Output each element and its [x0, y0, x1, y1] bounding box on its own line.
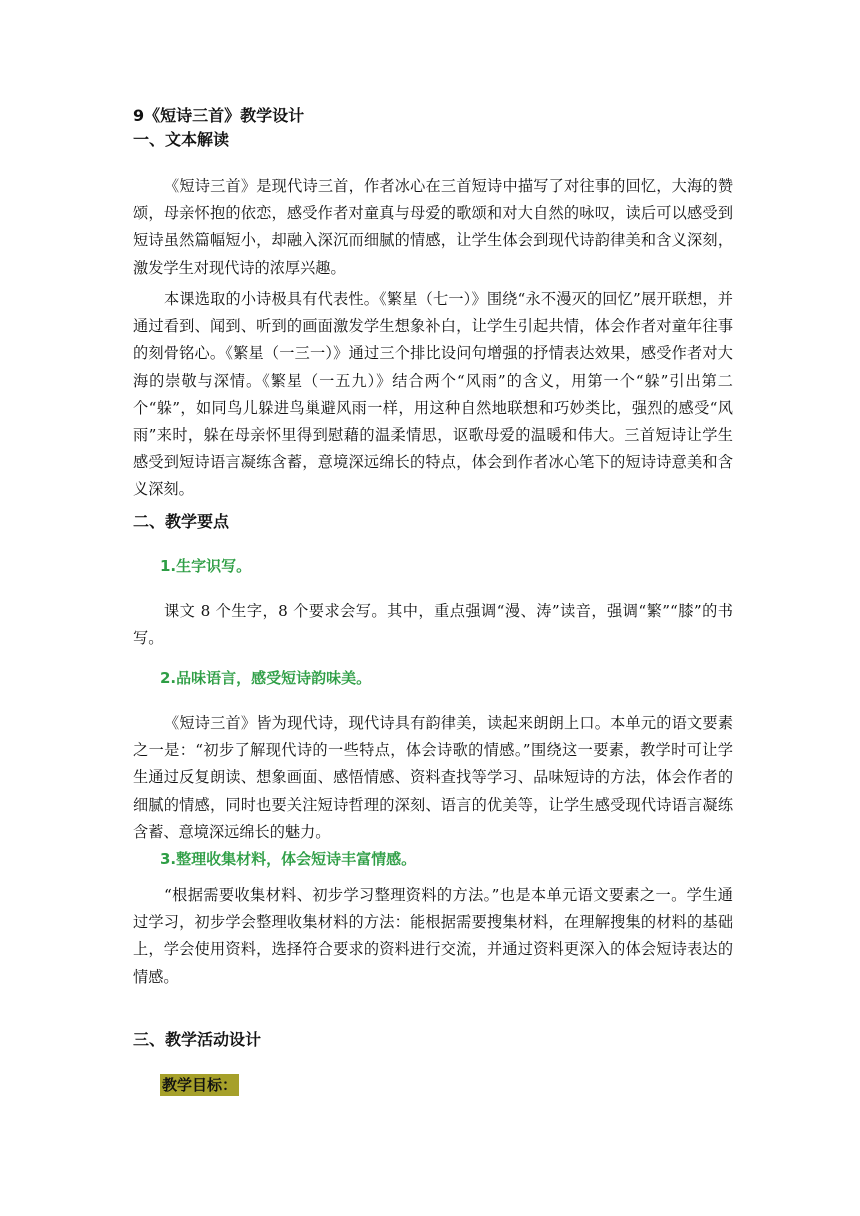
point-3-text: “根据需要收集材料、初步学习整理资料的方法。”也是本单元语文要素之一。学生通过学习，初步学会整理收集材料的方法：能根据需要搜集材料，在理解搜集的材料的基础上，学会使用资料，选择符合要求的资料进行交流，并通过资料更深入的体会短诗表达的情感。	[133, 886, 733, 986]
point-1-text: 课文 8 个生字，8 个要求会写。其中，重点强调“漫、涛”读音，强调“繁”“膝”的书写。	[133, 602, 733, 648]
document-title: 9《短诗三首》教学设计	[133, 106, 305, 125]
point-3-title: 3.整理收集材料，体会短诗丰富情感。	[160, 850, 417, 868]
point-1-title: 1.生字识写。	[160, 557, 252, 575]
paragraph-poem-analysis: 本课选取的小诗极具有代表性。《繁星（七一）》围绕“永不漫灭的回忆”展开联想，并通过看到、闻到、听到的画面激发学生想象补白，让学生引起共情，体会作者对童年往事的刻骨铭心。《繁星（一三一）》通过三个排比设问句增强的抒情表达效果，感受作者对大海的崇敬与深情。《繁星（一五九）》结合两个“风雨”的含义，用第一个“躲”引出第二个“躲”，如同鸟儿躲进鸟巢避风雨一样，用这种自然地联想和巧妙类比，强烈的感受“风雨”来时，躲在母亲怀里得到慰藉的温柔情思，讴歌母爱的温暖和伟大。三首短诗让学生感受到短诗语言凝练含蓄，意境深远绵长的特点，体会到作者冰心笔下的短诗诗意美和含义深刻。	[133, 290, 733, 499]
section-heading-teaching-points: 二、教学要点	[133, 512, 230, 531]
section-heading-text-reading: 一、文本解读	[133, 130, 230, 149]
point-2-title: 2.品味语言，感受短诗韵味美。	[160, 669, 372, 687]
paragraph-intro: 《短诗三首》是现代诗三首，作者冰心在三首短诗中描写了对往事的回忆，大海的赞颂，母亲怀抱的依恋，感受作者对童真与母爱的歌颂和对大自然的咏叹，读后可以感受到短诗虽然篇幅短小，却融入深沉而细腻的情感，让学生体会到现代诗韵律美和含义深刻，激发学生对现代诗的浓厚兴趣。	[133, 177, 733, 277]
teaching-goal-label: 教学目标：	[162, 1076, 238, 1094]
section-heading-activity-design: 三、教学活动设计	[133, 1030, 262, 1049]
point-2-text: 《短诗三首》皆为现代诗，现代诗具有韵律美，读起来朗朗上口。本单元的语文要素之一是：“初步了解现代诗的一些特点，体会诗歌的情感。”围绕这一要素，教学时可让学生通过反复朗读、想象画面、感悟情感、资料查找等学习、品味短诗的方法，体会作者的细腻的情感，同时也要关注短诗哲理的深刻、语言的优美等，让学生感受现代诗语言凝练含蓄、意境深远绵长的魅力。	[133, 714, 733, 841]
